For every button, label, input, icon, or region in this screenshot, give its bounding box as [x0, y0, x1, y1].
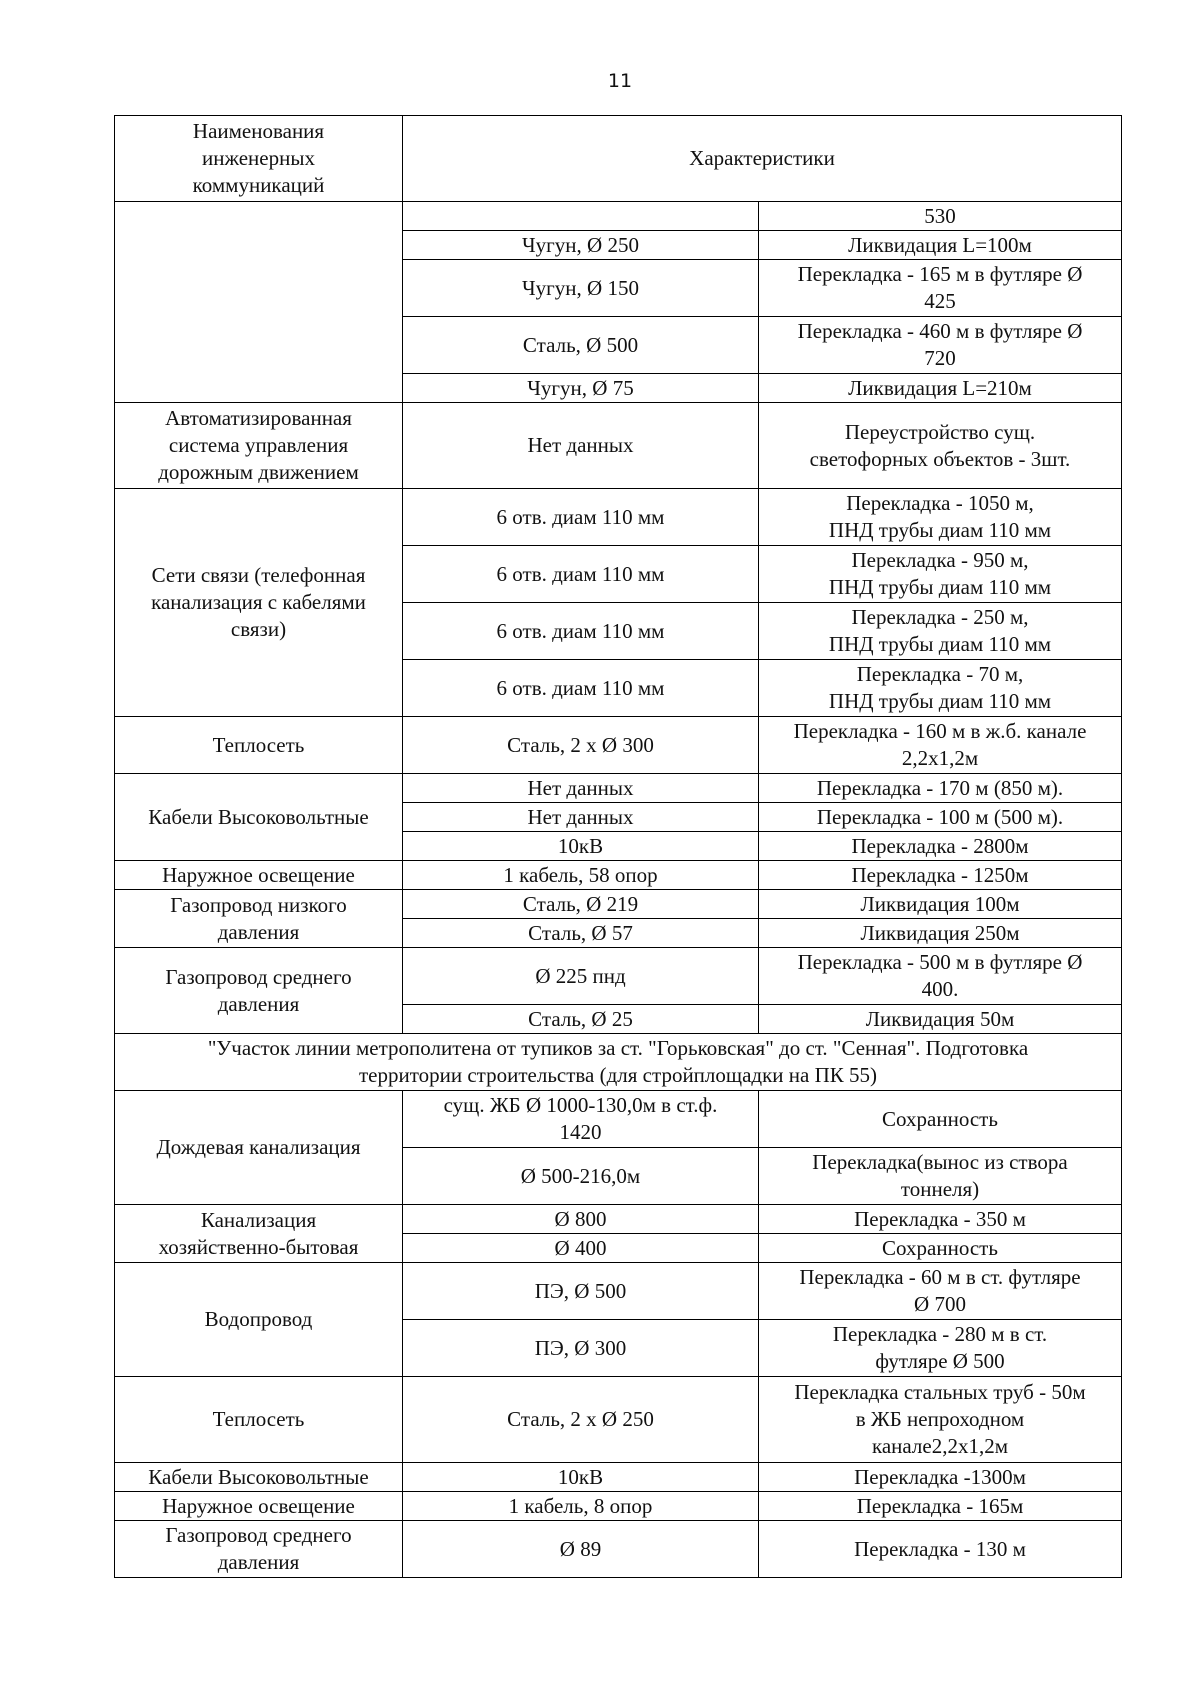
spec-cell: Нет данных — [403, 803, 759, 832]
spec-cell: 10кВ — [403, 1463, 759, 1492]
utility-name-cell: Автоматизированная система управления дорожным движением — [115, 403, 403, 489]
spec-cell: Сталь, Ø 500 — [403, 317, 759, 374]
spec-cell: Сталь, Ø 219 — [403, 890, 759, 919]
action-cell: Перекладка - 500 м в футляре Ø 400. — [759, 948, 1122, 1005]
spec-cell: 6 отв. диам 110 мм — [403, 489, 759, 546]
spec-cell: 1 кабель, 58 опор — [403, 861, 759, 890]
spec-cell: Сталь, Ø 57 — [403, 919, 759, 948]
action-cell: Перекладка - 2800м — [759, 832, 1122, 861]
utility-name-cell: Кабели Высоковольтные — [115, 774, 403, 861]
spec-cell: Сталь, 2 х Ø 250 — [403, 1377, 759, 1463]
spec-cell: 1 кабель, 8 опор — [403, 1492, 759, 1521]
action-cell: Перекладка стальных труб - 50м в ЖБ непроходном канале2,2х1,2м — [759, 1377, 1122, 1463]
spec-cell: Сталь, Ø 25 — [403, 1005, 759, 1034]
action-cell: Ликвидация 250м — [759, 919, 1122, 948]
utility-name-cell: Дождевая канализация — [115, 1091, 403, 1205]
action-cell: Перекладка - 130 м — [759, 1521, 1122, 1578]
table-row — [115, 1263, 1122, 1320]
utility-name-cell: Наружное освещение — [115, 861, 403, 890]
table-row — [115, 1091, 1122, 1148]
action-cell: Перекладка - 165 м в футляре Ø 425 — [759, 260, 1122, 317]
utility-name-cell: Газопровод среднего давления — [115, 948, 403, 1034]
header-name-cell: Наименования инженерных коммуникаций — [115, 116, 403, 202]
action-cell: Перекладка - 1050 м, ПНД трубы диам 110 мм — [759, 489, 1122, 546]
action-cell: Перекладка - 1250м — [759, 861, 1122, 890]
spec-cell: ПЭ, Ø 500 — [403, 1263, 759, 1320]
spec-cell: Нет данных — [403, 403, 759, 489]
spec-cell: Чугун, Ø 150 — [403, 260, 759, 317]
action-cell: Сохранность — [759, 1234, 1122, 1263]
spec-cell: Чугун, Ø 75 — [403, 374, 759, 403]
action-cell: Перекладка - 160 м в ж.б. канале 2,2х1,2м — [759, 717, 1122, 774]
action-cell: Ликвидация L=100м — [759, 231, 1122, 260]
table-row — [115, 489, 1122, 546]
table-row — [115, 890, 1122, 919]
utility-name-cell: Водопровод — [115, 1263, 403, 1377]
spec-cell: Сталь, 2 х Ø 300 — [403, 717, 759, 774]
spec-cell: Ø 400 — [403, 1234, 759, 1263]
utility-name-cell: Кабели Высоковольтные — [115, 1463, 403, 1492]
utility-name-cell: Теплосеть — [115, 717, 403, 774]
utility-name-cell: Сети связи (телефонная канализация с кабелями связи) — [115, 489, 403, 717]
action-cell: Перекладка - 350 м — [759, 1205, 1122, 1234]
spec-cell: ПЭ, Ø 300 — [403, 1320, 759, 1377]
table-row — [115, 774, 1122, 803]
action-cell: Сохранность — [759, 1091, 1122, 1148]
table-row — [115, 202, 1122, 231]
action-cell: Перекладка - 100 м (500 м). — [759, 803, 1122, 832]
table-row — [115, 948, 1122, 1005]
spec-cell: 10кВ — [403, 832, 759, 861]
action-cell: Ликвидация 50м — [759, 1005, 1122, 1034]
spec-cell: сущ. ЖБ Ø 1000-130,0м в ст.ф. 1420 — [403, 1091, 759, 1148]
table-row — [115, 1521, 1122, 1578]
action-cell: Перекладка - 165м — [759, 1492, 1122, 1521]
action-cell: Перекладка -1300м — [759, 1463, 1122, 1492]
empty-name-cell — [115, 202, 403, 403]
utilities-table — [114, 115, 1122, 1578]
action-cell: Ликвидация 100м — [759, 890, 1122, 919]
action-cell: Перекладка - 950 м, ПНД трубы диам 110 мм — [759, 546, 1122, 603]
spec-cell: Ø 800 — [403, 1205, 759, 1234]
spec-cell: Ø 89 — [403, 1521, 759, 1578]
header-characteristics-cell: Характеристики — [403, 116, 1122, 202]
table-row — [115, 1492, 1122, 1521]
utility-name-cell: Теплосеть — [115, 1377, 403, 1463]
spec-cell: 6 отв. диам 110 мм — [403, 546, 759, 603]
spec-cell: 6 отв. диам 110 мм — [403, 603, 759, 660]
action-cell: Перекладка - 250 м, ПНД трубы диам 110 мм — [759, 603, 1122, 660]
action-cell: Перекладка - 460 м в футляре Ø 720 — [759, 317, 1122, 374]
action-cell: 530 — [759, 202, 1122, 231]
spec-cell: Чугун, Ø 250 — [403, 231, 759, 260]
action-cell: Ликвидация L=210м — [759, 374, 1122, 403]
action-cell: Перекладка - 70 м, ПНД трубы диам 110 мм — [759, 660, 1122, 717]
spec-cell — [403, 202, 759, 231]
header-row — [115, 116, 1122, 202]
spec-cell: Ø 225 пнд — [403, 948, 759, 1005]
utility-name-cell: Газопровод низкого давления — [115, 890, 403, 948]
action-cell: Перекладка - 60 м в ст. футляре Ø 700 — [759, 1263, 1122, 1320]
action-cell: Переустройство сущ. светофорных объектов - 3шт. — [759, 403, 1122, 489]
utility-name-cell: Газопровод среднего давления — [115, 1521, 403, 1578]
action-cell: Перекладка(вынос из створа тоннеля) — [759, 1148, 1122, 1205]
page-number: 11 — [607, 70, 633, 92]
section-row — [115, 1034, 1122, 1091]
action-cell: Перекладка - 170 м (850 м). — [759, 774, 1122, 803]
spec-cell: 6 отв. диам 110 мм — [403, 660, 759, 717]
section-title: "Участок линии метрополитена от тупиков за ст. "Горьковская" до ст. "Сенная". Подготовка территории строительства (для стройплощадки на ПК 55) — [115, 1034, 1122, 1091]
utility-name-cell: Наружное освещение — [115, 1492, 403, 1521]
utility-name-cell: Канализация хозяйственно-бытовая — [115, 1205, 403, 1263]
table-row — [115, 861, 1122, 890]
table-row — [115, 403, 1122, 489]
spec-cell: Ø 500-216,0м — [403, 1148, 759, 1205]
table-row — [115, 1463, 1122, 1492]
spec-cell: Нет данных — [403, 774, 759, 803]
table-row — [115, 717, 1122, 774]
action-cell: Перекладка - 280 м в ст. футляре Ø 500 — [759, 1320, 1122, 1377]
table-row — [115, 1205, 1122, 1234]
table-row — [115, 1377, 1122, 1463]
